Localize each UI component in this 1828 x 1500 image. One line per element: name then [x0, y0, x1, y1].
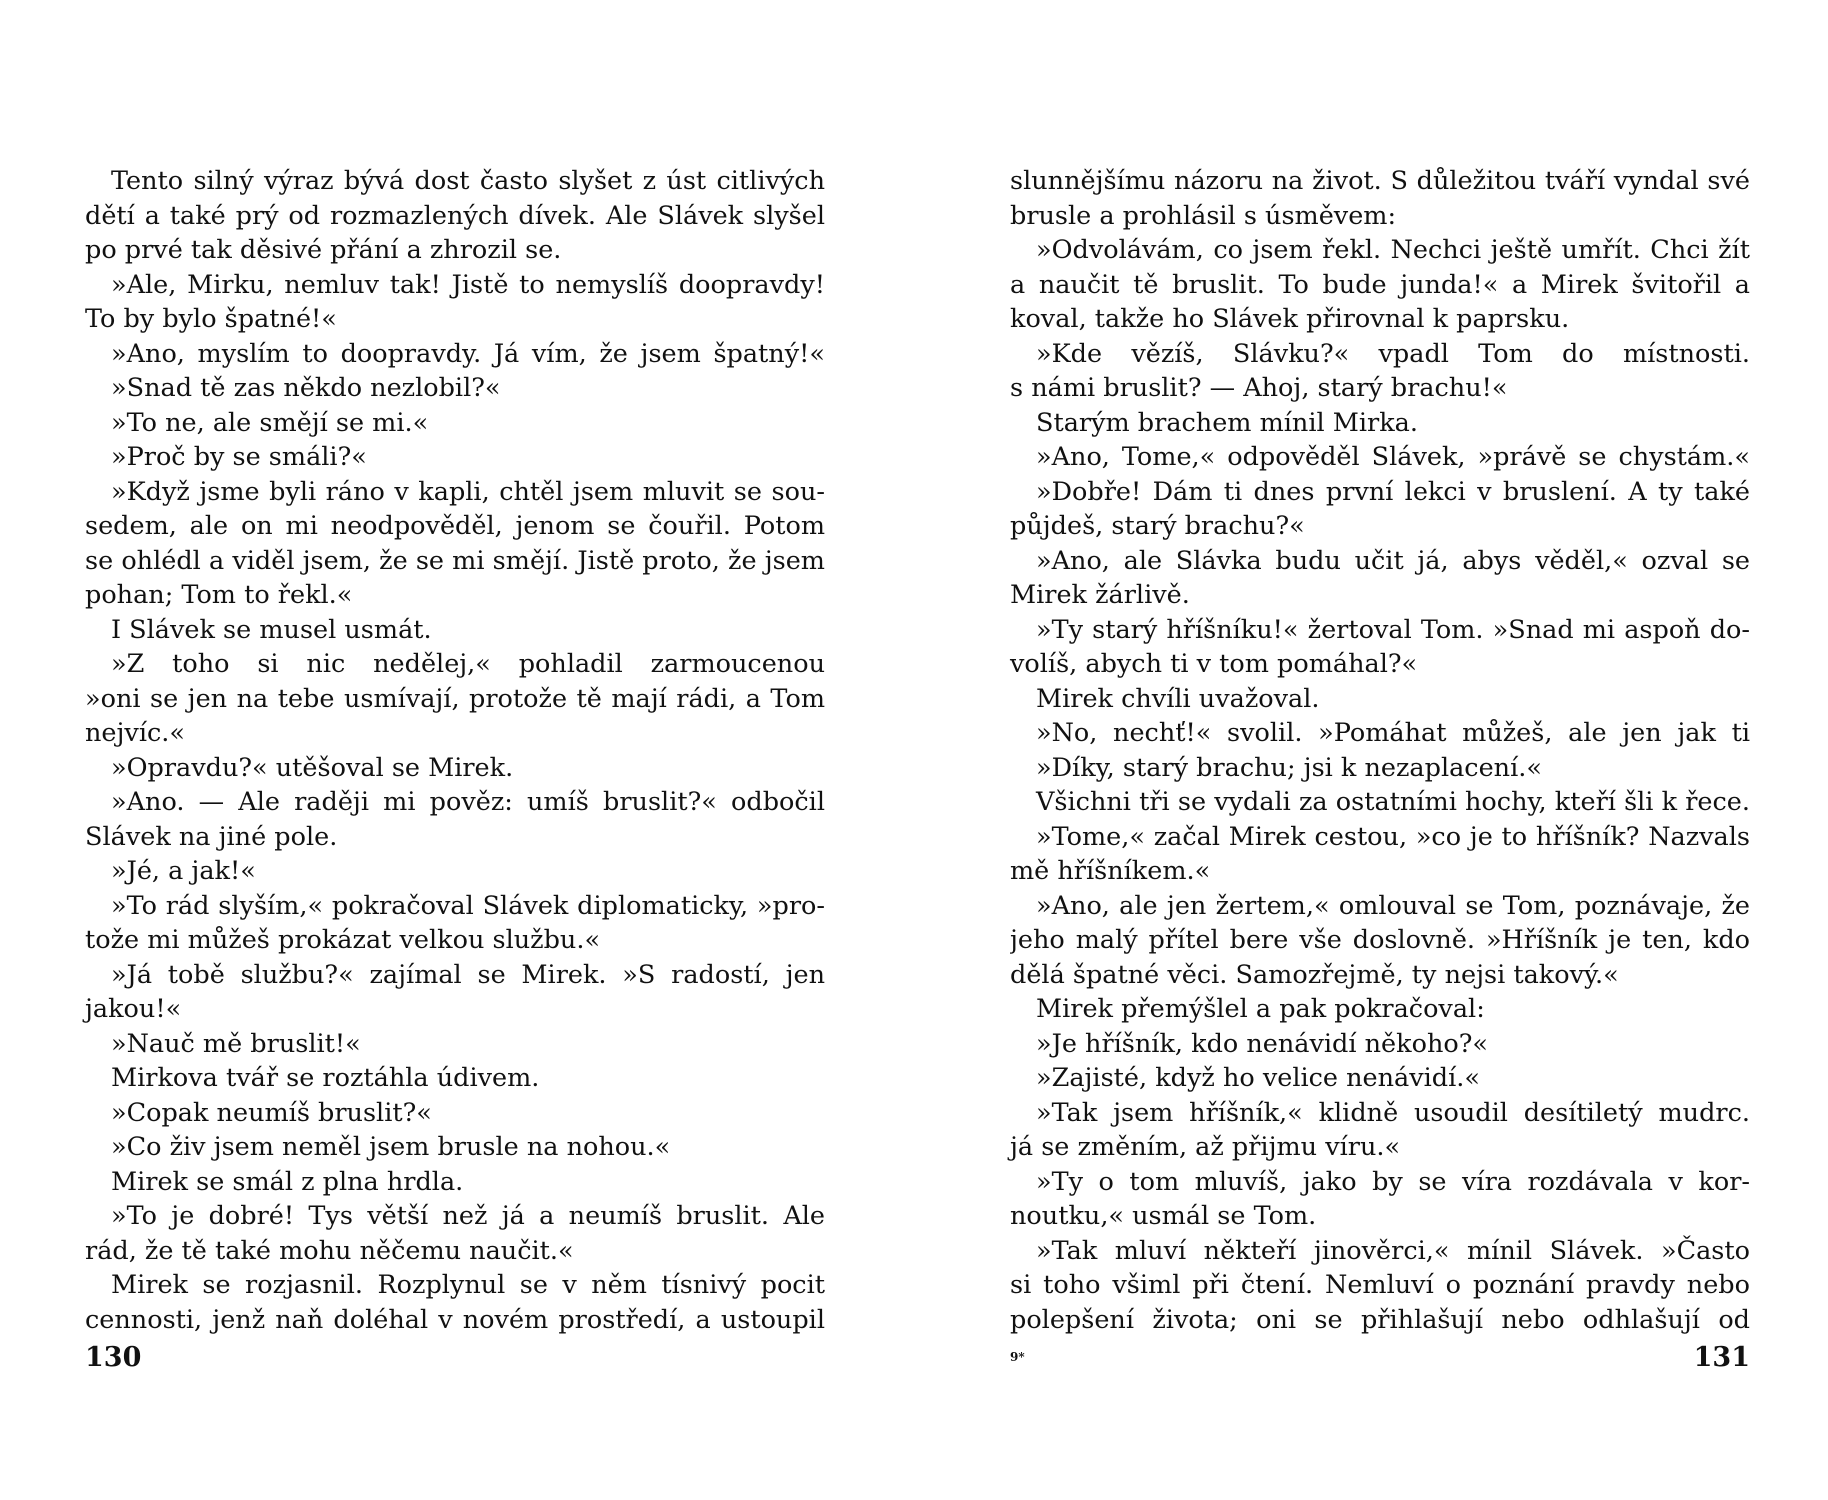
text-line: Všichni tři se vydali za ostatními hochy, kteří šli k řece.: [1036, 787, 1750, 817]
text-line: »Díky, starý brachu; jsi k nezaplacení.«: [1036, 752, 1542, 783]
text-line: »Jé, a jak!«: [111, 856, 256, 886]
text-line: cennosti, jenž naň doléhal v novém prostředí, a ustoupil: [85, 1304, 825, 1335]
text-line: »Ano, ale Slávka budu učit já, abys věděl,« ozval se: [1036, 545, 1750, 576]
left-page: [85, 0, 825, 1500]
text-line: »Opravdu?« utěšoval se Mirek.: [111, 752, 514, 783]
text-line: »To rád slyším,« pokračoval Slávek diplomaticky, »pro-: [111, 890, 825, 921]
text-line: »Tak jsem hříšník,« klidně usoudil desítiletý mudrc.: [1036, 1097, 1750, 1128]
text-line: »Copak neumíš bruslit?«: [111, 1097, 432, 1128]
text-line: Mirek přemýšlel a pak pokračoval:: [1036, 994, 1485, 1024]
text-line: »Odvolávám, co jsem řekl. Nechci ještě umřít. Chci žít: [1036, 235, 1750, 265]
text-line: »Co živ jsem neměl jsem brusle na nohou.«: [111, 1132, 671, 1162]
text-line: a naučit tě bruslit. To bude junda!« a Mirek švitořil a: [1010, 269, 1750, 300]
text-line: »Nauč mě bruslit!«: [111, 1028, 361, 1059]
text-line: »Ty o tom mluvíš, jako by se víra rozdávala v kor-: [1036, 1166, 1750, 1197]
text-line: s námi bruslit? — Ahoj, starý brachu!«: [1010, 373, 1508, 403]
text-line: »No, nechť!« svolil. »Pomáhat můžeš, ale jen jak ti: [1036, 718, 1750, 748]
text-line: »Snad tě zas někdo nezlobil?«: [111, 373, 501, 403]
text-line: »Proč by se smáli?«: [111, 442, 367, 472]
left-page-body: [85, 164, 825, 1337]
text-line: po prvé tak děsivé přání a zhrozil se.: [85, 235, 562, 265]
text-line: půjdeš, starý brachu?«: [1010, 511, 1305, 541]
text-line: »Tak mluví někteří jinověrci,« mínil Slávek. »Často: [1036, 1235, 1750, 1266]
text-line: I Slávek se musel usmát.: [111, 614, 432, 645]
text-line: jakou!«: [85, 994, 182, 1024]
text-line: dělá špatné věci. Samozřejmě, ty nejsi takový.«: [1010, 959, 1619, 990]
text-line: se ohlédl a viděl jsem, že se mi smějí. Jistě proto, že jsem: [85, 545, 825, 576]
text-line: jeho malý přítel bere vše doslovně. »Hříšník je ten, kdo: [1010, 925, 1750, 955]
text-line: dětí a také prý od rozmazlených dívek. Ale Slávek slyšel: [85, 200, 825, 231]
text-line: Mirek žárlivě.: [1010, 580, 1190, 610]
text-line: »Ano, ale jen žertem,« omlouval se Tom, poznávaje, že: [1036, 890, 1750, 921]
text-line: »To ne, ale smějí se mi.«: [111, 407, 429, 438]
text-line: Tento silný výraz bývá dost často slyšet z úst citlivých: [111, 166, 825, 196]
text-line: brusle a prohlásil s úsměvem:: [1010, 200, 1397, 231]
text-line: Mirek se smál z plna hrdla.: [111, 1166, 464, 1197]
text-line: »Ano, myslím to doopravdy. Já vím, že jsem špatný!«: [111, 338, 825, 369]
text-line: já se změním, až přijmu víru.«: [1010, 1132, 1401, 1162]
text-line: Mirkova tvář se roztáhla údivem.: [111, 1063, 540, 1093]
text-line: slunnějšímu názoru na život. S důležitou tváří vyndal své: [1010, 166, 1750, 196]
text-line: rád, že tě také mohu něčemu naučit.«: [85, 1235, 574, 1266]
right-page: [1010, 0, 1750, 1500]
text-line: koval, takže ho Slávek přirovnal k paprsku.: [1010, 304, 1570, 334]
page-number-left: 130: [85, 1342, 142, 1373]
text-line: »Dobře! Dám ti dnes první lekci v bruslení. A ty také: [1036, 476, 1750, 507]
text-line: si toho všiml při čtení. Nemluví o poznání pravdy nebo: [1010, 1270, 1750, 1300]
text-line: »Ale, Mirku, nemluv tak! Jistě to nemyslíš doopravdy!: [111, 269, 825, 300]
text-line: pohan; Tom to řekl.«: [85, 580, 353, 610]
text-line: »Ano. — Ale raději mi pověz: umíš bruslit?« odbočil: [111, 787, 825, 817]
text-line: »Kde vězíš, Slávku?« vpadl Tom do místnosti.: [1036, 338, 1750, 369]
text-line: Slávek na jiné pole.: [85, 821, 338, 852]
text-line: Mirek chvíli uvažoval.: [1036, 683, 1320, 714]
right-page-body: [1010, 164, 1750, 1337]
text-line: »oni se jen na tebe usmívají, protože tě mají rádi, a Tom: [85, 683, 825, 714]
text-line: volíš, abych ti v tom pomáhal?«: [1010, 649, 1418, 679]
text-line: noutku,« usmál se Tom.: [1010, 1201, 1317, 1231]
text-line: Starým brachem mínil Mirka.: [1036, 407, 1418, 438]
text-line: tože mi můžeš prokázat velkou službu.«: [85, 925, 601, 955]
text-line: mě hříšníkem.«: [1010, 856, 1211, 886]
text-line: nejvíc.«: [85, 718, 185, 748]
text-line: »Je hříšník, kdo nenávidí někoho?«: [1036, 1028, 1489, 1059]
text-line: »Když jsme byli ráno v kapli, chtěl jsem mluvit se sou-: [111, 476, 825, 507]
text-line: polepšení života; oni se přihlašují nebo odhlašují od: [1010, 1304, 1750, 1335]
text-line: To by bylo špatné!«: [85, 304, 337, 334]
page-number-right: 131: [1693, 1342, 1750, 1373]
text-line: »To je dobré! Tys větší než já a neumíš bruslit. Ale: [111, 1201, 825, 1231]
text-line: »Ano, Tome,« odpověděl Slávek, »právě se chystám.«: [1036, 442, 1750, 472]
text-line: Mirek se rozjasnil. Rozplynul se v něm tísnivý pocit: [111, 1270, 825, 1300]
signature-mark: 9*: [1010, 1350, 1025, 1364]
text-line: »Zajisté, když ho velice nenávidí.«: [1036, 1063, 1480, 1093]
text-line: sedem, ale on mi neodpověděl, jenom se čouřil. Potom: [85, 511, 825, 541]
text-line: »Tome,« začal Mirek cestou, »co je to hříšník? Nazvals: [1036, 821, 1750, 852]
text-line: »Ty starý hříšníku!« žertoval Tom. »Snad mi aspoň do-: [1036, 614, 1750, 645]
text-line: »Z toho si nic nedělej,« pohladil zarmoucenou: [111, 649, 825, 679]
text-line: »Já tobě službu?« zajímal se Mirek. »S radostí, jen: [111, 959, 825, 990]
